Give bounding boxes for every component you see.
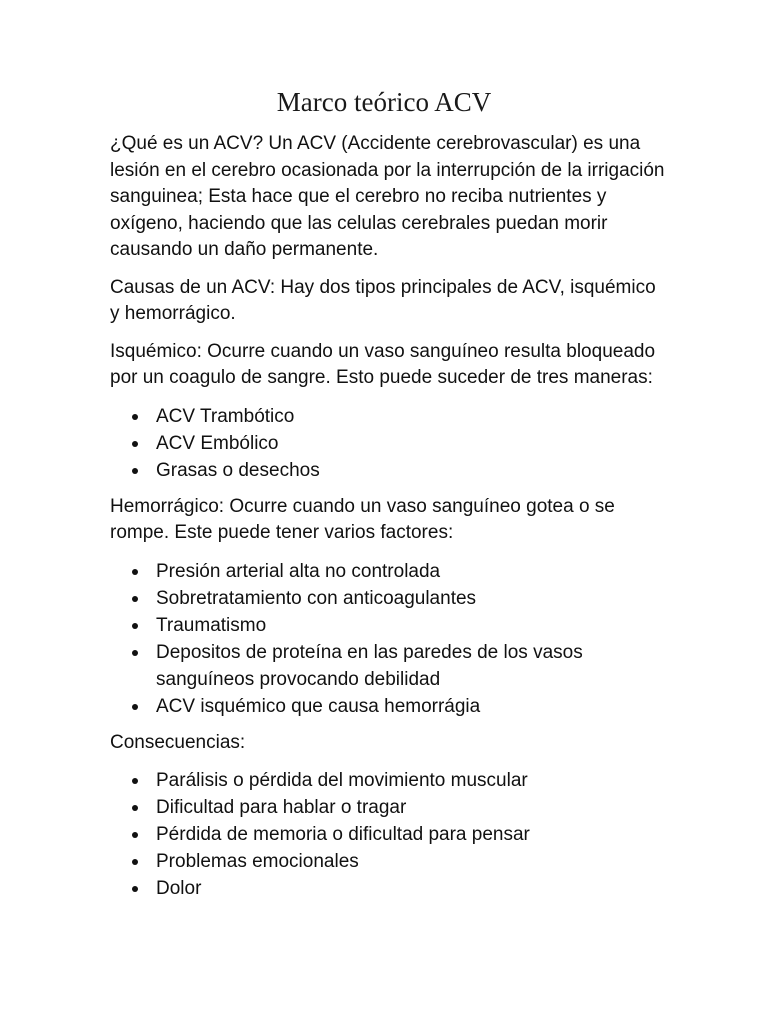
list-item: Grasas o desechos bbox=[156, 457, 670, 484]
consequences-list bbox=[110, 767, 670, 902]
hemorrhagic-list bbox=[110, 558, 670, 720]
page-title: Marco teórico ACV bbox=[276, 87, 492, 117]
list-item: Depositos de proteína en las paredes de los vasos sanguíneos provocando debilidad bbox=[156, 639, 670, 693]
list-item: Dolor bbox=[156, 875, 670, 902]
list-item: Traumatismo bbox=[156, 612, 670, 639]
document-body bbox=[110, 131, 670, 912]
list-item: Parálisis o pérdida del movimiento muscular bbox=[156, 767, 670, 794]
list-item: ACV Trambótico bbox=[156, 403, 670, 430]
intro-paragraph: ¿Qué es un ACV? Un ACV (Accidente cerebrovascular) es una lesión en el cerebro ocasionada por la interrupción de la irrigación sanguinea; Esta hace que el cerebro no reciba nutrientes y oxígeno, haciendo que las celulas cerebrales puedan morir causando un daño permanente. bbox=[110, 133, 665, 260]
list-item: Presión arterial alta no controlada bbox=[156, 558, 670, 585]
list-item: Dificultad para hablar o tragar bbox=[156, 794, 670, 821]
causes-paragraph: Causas de un ACV: Hay dos tipos principales de ACV, isquémico y hemorrágico. bbox=[110, 276, 656, 324]
ischemic-paragraph: Isquémico: Ocurre cuando un vaso sanguíneo resulta bloqueado por un coagulo de sangre. Esto puede suceder de tres maneras: bbox=[110, 340, 656, 388]
consequences-heading: Consecuencias: bbox=[110, 731, 246, 753]
list-item: Problemas emocionales bbox=[156, 848, 670, 875]
hemorrhagic-paragraph: Hemorrágico: Ocurre cuando un vaso sanguíneo gotea o se rompe. Este puede tener varios factores: bbox=[110, 495, 615, 543]
ischemic-list bbox=[110, 403, 670, 484]
list-item: Sobretratamiento con anticoagulantes bbox=[156, 585, 670, 612]
list-item: ACV Embólico bbox=[156, 430, 670, 457]
list-item: Pérdida de memoria o dificultad para pensar bbox=[156, 821, 670, 848]
list-item: ACV isquémico que causa hemorrágia bbox=[156, 693, 670, 720]
